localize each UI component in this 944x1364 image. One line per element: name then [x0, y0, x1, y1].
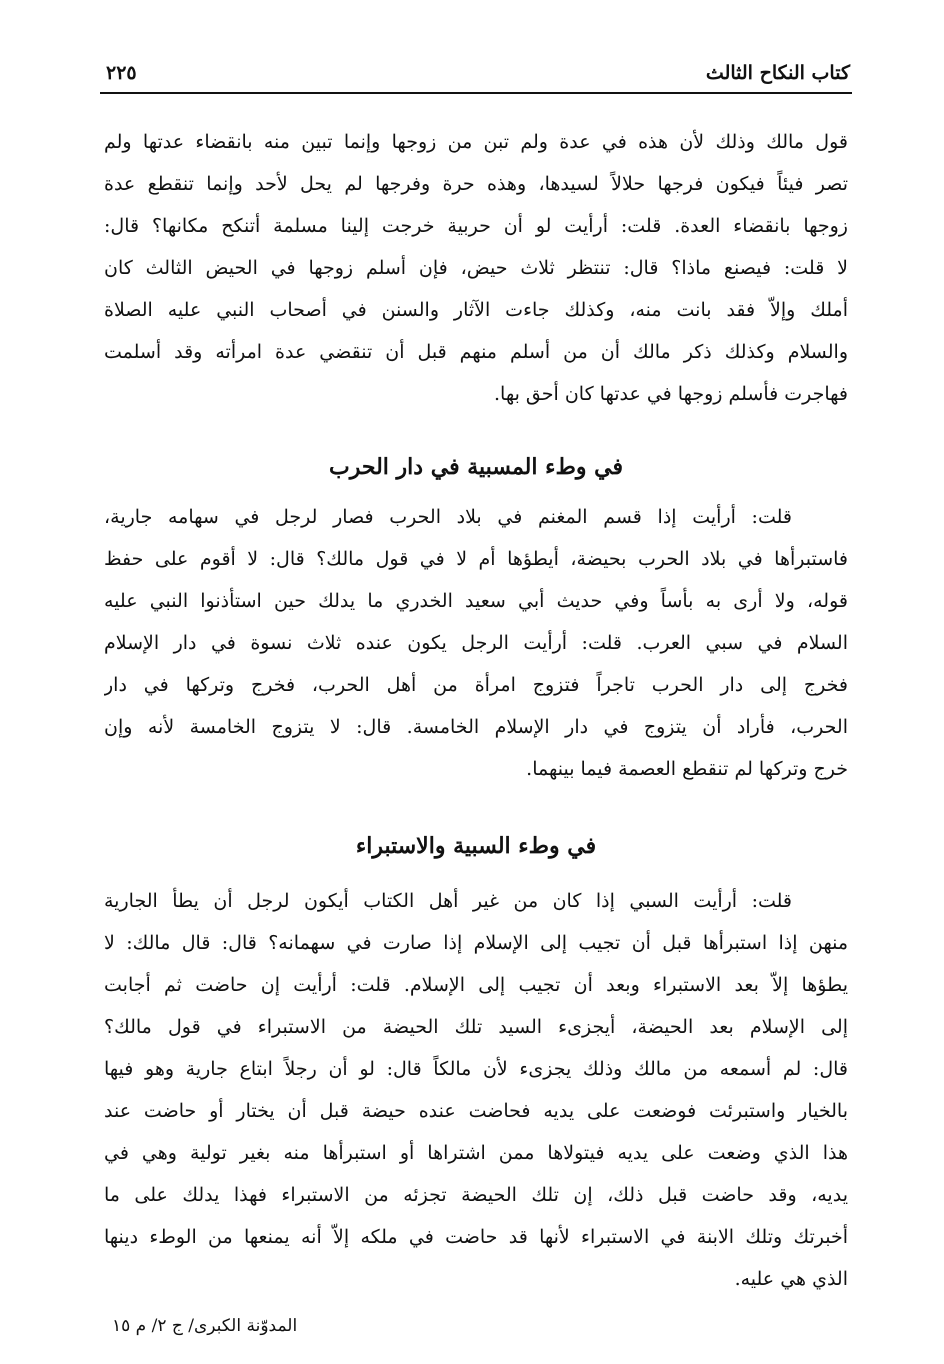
text-line: فهاجرت فأسلم زوجها في عدتها كان أحق بها. — [494, 383, 848, 405]
paragraph-3 — [104, 880, 848, 1300]
text-line: أخبرتك وتلك الابنة في الاستبراء لأنها قد حاضت في ملكه إلاّ أنه يمنعها من الوطء دينها — [104, 1226, 848, 1248]
text-line: منهن إذا استبرأها قبل أن تجيب إلى الإسلام إذا صارت في سهمانه؟ قال: قال مالك: لا — [104, 932, 848, 954]
section-heading-1: في وطء المسبية في دار الحرب — [329, 454, 623, 480]
text-line: الحرب، فأراد أن يتزوج في دار الإسلام الخامسة. قال: لا يتزوج الخامسة لأنه وإن — [104, 716, 848, 738]
text-line: يطؤها إلاّ بعد الاستبراء وبعد أن تجيب إلى الإسلام. قلت: أرأيت إن حاضت ثم أجابت — [104, 974, 848, 996]
text-line: قال: لم أسمعه من مالك وذلك يجزىء لأن مالكاً قال: لو أن رجلاً ابتاع جارية وهو فيها — [104, 1058, 848, 1080]
text-line: أملك وإلاّ فقد بانت منه، وكذلك جاءت الآثار والسنن في أصحاب النبي عليه الصلاة — [104, 299, 848, 321]
text-line: لا قلت: فيصنع ماذا؟ قال: تنتظر ثلاث حيض، فإن أسلم زوجها في الحيض الثالث كان — [104, 257, 848, 279]
running-title: كتاب النكاح الثالث — [705, 62, 850, 84]
text-line: والسلام وكذلك ذكر مالك أن من أسلم منهم قبل أن تنقضي عدة امرأته وقد أسلمت — [104, 341, 848, 363]
text-line: تصر فيئاً فيكون فرجها حلالاً لسيدها، وهذه حرة وفرجها لم يحل لأحد وإنما تنقطع عدة — [104, 173, 848, 195]
text-line: هذا الذي وضعت على يديه فيتولاها ممن اشتراها أو استبرأها منه بغير تولية وهي في — [104, 1142, 848, 1164]
text-line: السلام في سبي العرب. قلت: أرأيت الرجل يكون عنده ثلاث نسوة في دار الإسلام — [104, 632, 848, 654]
text-line: خرج وتركها لم تنقطع العصمة فيما بينهما. — [526, 758, 848, 780]
text-line: قلت: أرأيت السبي إذا كان من غير أهل الكتاب أيكون لرجل أن يطأ الجارية — [104, 890, 792, 912]
paragraph-2 — [104, 496, 848, 790]
section-heading-2: في وطء السبية والاستبراء — [355, 833, 597, 859]
text-line: فاستبرأها في بلاد الحرب بحيضة، أيطؤها أم لا في قول مالك؟ قال: لا أقوم على حفظ — [104, 548, 848, 570]
text-line: الذي هي عليه. — [734, 1268, 848, 1290]
text-line: فخرج إلى دار الحرب تاجراً فتزوج امرأة من أهل الحرب، فخرج وتركها في دار — [104, 674, 848, 696]
page-header — [100, 58, 852, 94]
text-line: قول مالك وذلك لأن هذه في عدة ولم تبن من زوجها وإنما تبين منه بانقضاء عدتها ولم — [104, 131, 848, 153]
paragraph-1 — [104, 121, 848, 415]
text-line: قلت: أرأيت إذا قسم المغنم في بلاد الحرب فصار لرجل في سهامه جارية، — [104, 506, 792, 528]
text-line: قوله، ولا أرى به بأساً وفي حديث أبي سعيد الخدري ما يدلك حين استأذنوا النبي عليه — [104, 590, 848, 612]
volume-signature: المدوّنة الكبرى/ ج ٢/ م ١٥ — [112, 1316, 298, 1336]
text-line: زوجها بانقضاء العدة. قلت: أرأيت لو أن حربية خرجت إلينا مسلمة أتنكح مكانها؟ قال: — [104, 215, 848, 237]
page-number: ٢٢٥ — [106, 62, 137, 84]
text-line: يديه، وقد حاضت قبل ذلك، إن تلك الحيضة تجزئه من الاستبراء فهذا يدلك على ما — [104, 1184, 848, 1206]
text-line: بالخيار واستبرئت فوضعت على يديه فحاضت عنده حيضة قبل أن يختار أو حاضت عند — [104, 1100, 848, 1122]
text-line: إلى الإسلام بعد الحيضة، أيجزىء السيد تلك الحيضة من الاستبراء في قول مالك؟ — [104, 1016, 848, 1038]
